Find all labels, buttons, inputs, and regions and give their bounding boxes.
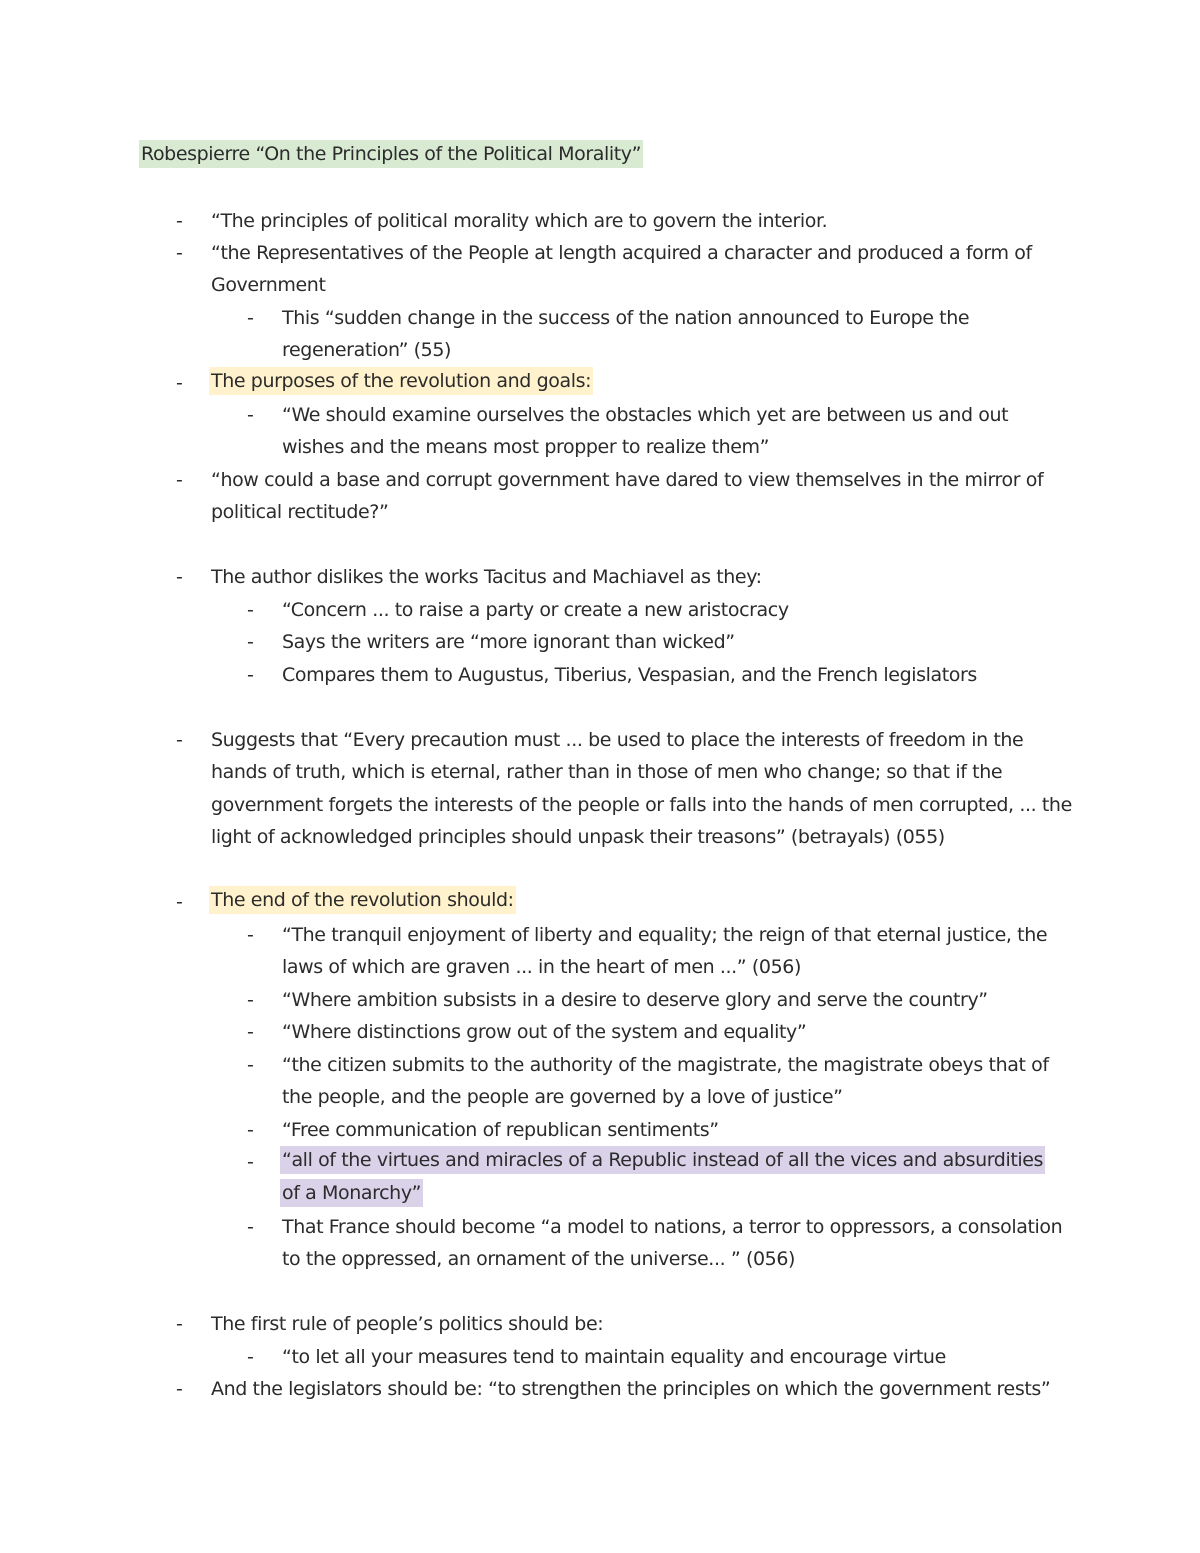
continuation-line	[0, 1081, 1200, 1113]
highlighted-quote: of a Monarchy”	[280, 1179, 423, 1207]
bullet-dash: -	[176, 469, 183, 491]
sub-bullet-line	[0, 594, 1200, 626]
highlighted-quote: “all of the virtues and miracles of a Republic instead of all the vices and absurdities	[280, 1146, 1045, 1174]
sub-bullet-dash: -	[247, 924, 254, 946]
bullet-line	[0, 237, 1200, 269]
bullet-text: government forgets the interests of the people or falls into the hands of men corrupted, ... the	[211, 794, 1072, 816]
sub-bullet-text: laws of which are graven ... in the heart of men ...” (056)	[282, 956, 801, 978]
bullet-text: And the legislators should be: “to strengthen the principles on which the government rests”	[211, 1378, 1051, 1400]
continuation-line	[0, 334, 1200, 366]
bullet-line	[0, 724, 1200, 756]
continuation-line	[0, 1243, 1200, 1275]
bullet-line	[0, 205, 1200, 237]
sub-bullet-dash: -	[247, 1346, 254, 1368]
bullet-text: “The principles of political morality which are to govern the interior.	[211, 210, 828, 232]
continuation-line	[0, 269, 1200, 301]
sub-bullet-text: “The tranquil enjoyment of liberty and equality; the reign of that eternal justice, the	[282, 924, 1048, 946]
bullet-text: political rectitude?”	[211, 501, 389, 523]
sub-bullet-dash: -	[247, 989, 254, 1011]
sub-bullet-text: This “sudden change in the success of the nation announced to Europe the	[282, 307, 970, 329]
bullet-line	[0, 561, 1200, 593]
sub-bullet-text: “Free communication of republican sentiments”	[282, 1119, 719, 1141]
sub-bullet-dash: -	[247, 599, 254, 621]
bullet-text: light of acknowledged principles should unpask their treasons” (betrayals) (055)	[211, 826, 945, 848]
sub-bullet-text: to the oppressed, an ornament of the universe... ” (056)	[282, 1248, 796, 1270]
sub-bullet-line	[0, 1016, 1200, 1048]
bullet-dash: -	[176, 566, 183, 588]
sub-bullet-dash: -	[247, 1216, 254, 1238]
sub-bullet-line	[0, 302, 1200, 334]
bullet-dash: -	[176, 372, 183, 394]
continuation-line	[0, 496, 1200, 528]
bullet-text: Suggests that “Every precaution must ... be used to place the interests of freedom in the	[211, 729, 1024, 751]
bullet-dash: -	[176, 210, 183, 232]
title-line	[0, 140, 1200, 172]
bullet-text: hands of truth, which is eternal, rather than in those of men who change; so that if the	[211, 761, 1003, 783]
sub-bullet-dash: -	[247, 1054, 254, 1076]
sub-bullet-text: “Where ambition subsists in a desire to deserve glory and serve the country”	[282, 989, 988, 1011]
sub-bullet-dash: -	[247, 631, 254, 653]
bullet-line	[0, 886, 1200, 918]
sub-bullet-dash: -	[247, 404, 254, 426]
bullet-text: “the Representatives of the People at length acquired a character and produced a form of	[211, 242, 1032, 264]
sub-bullet-line	[0, 984, 1200, 1016]
sub-bullet-line	[0, 1049, 1200, 1081]
bullet-text: The author dislikes the works Tacitus and Machiavel as they:	[211, 566, 762, 588]
bullet-line	[0, 1308, 1200, 1340]
sub-bullet-line	[0, 1146, 1200, 1178]
sub-bullet-text: regeneration” (55)	[282, 339, 452, 361]
highlighted-heading: The end of the revolution should:	[209, 886, 516, 914]
document-title: Robespierre “On the Principles of the Political Morality”	[139, 140, 643, 168]
sub-bullet-text: “We should examine ourselves the obstacles which yet are between us and out	[282, 404, 1009, 426]
sub-bullet-line	[0, 919, 1200, 951]
bullet-dash: -	[176, 891, 183, 913]
continuation-line	[0, 431, 1200, 463]
bullet-dash: -	[176, 1378, 183, 1400]
sub-bullet-line	[0, 399, 1200, 431]
highlighted-heading: The purposes of the revolution and goals:	[209, 367, 593, 395]
sub-bullet-text: the people, and the people are governed by a love of justice”	[282, 1086, 843, 1108]
continuation-line	[0, 756, 1200, 788]
sub-bullet-line	[0, 1114, 1200, 1146]
sub-bullet-text: “Where distinctions grow out of the system and equality”	[282, 1021, 807, 1043]
bullet-line	[0, 367, 1200, 399]
continuation-line	[0, 951, 1200, 983]
sub-bullet-dash: -	[247, 1151, 254, 1173]
sub-bullet-line	[0, 659, 1200, 691]
sub-bullet-text: “the citizen submits to the authority of the magistrate, the magistrate obeys that of	[282, 1054, 1049, 1076]
sub-bullet-dash: -	[247, 307, 254, 329]
bullet-text: “how could a base and corrupt government have dared to view themselves in the mirror of	[211, 469, 1044, 491]
sub-bullet-text: “to let all your measures tend to maintain equality and encourage virtue	[282, 1346, 946, 1368]
bullet-line	[0, 1373, 1200, 1405]
bullet-line	[0, 464, 1200, 496]
sub-bullet-text: Says the writers are “more ignorant than wicked”	[282, 631, 735, 653]
continuation-line	[0, 821, 1200, 853]
sub-bullet-line	[0, 1341, 1200, 1373]
bullet-dash: -	[176, 242, 183, 264]
sub-bullet-line	[0, 1211, 1200, 1243]
bullet-text: Government	[211, 274, 326, 296]
sub-bullet-dash: -	[247, 1021, 254, 1043]
sub-bullet-text: “Concern ... to raise a party or create a new aristocracy	[282, 599, 789, 621]
bullet-dash: -	[176, 729, 183, 751]
continuation-line	[0, 789, 1200, 821]
sub-bullet-line	[0, 626, 1200, 658]
sub-bullet-text: Compares them to Augustus, Tiberius, Vespasian, and the French legislators	[282, 664, 977, 686]
sub-bullet-text: That France should become “a model to nations, a terror to oppressors, a consolation	[282, 1216, 1063, 1238]
bullet-text: The first rule of people’s politics should be:	[211, 1313, 604, 1335]
sub-bullet-dash: -	[247, 1119, 254, 1141]
sub-bullet-text: wishes and the means most propper to realize them”	[282, 436, 770, 458]
continuation-line	[0, 1179, 1200, 1211]
bullet-dash: -	[176, 1313, 183, 1335]
sub-bullet-dash: -	[247, 664, 254, 686]
